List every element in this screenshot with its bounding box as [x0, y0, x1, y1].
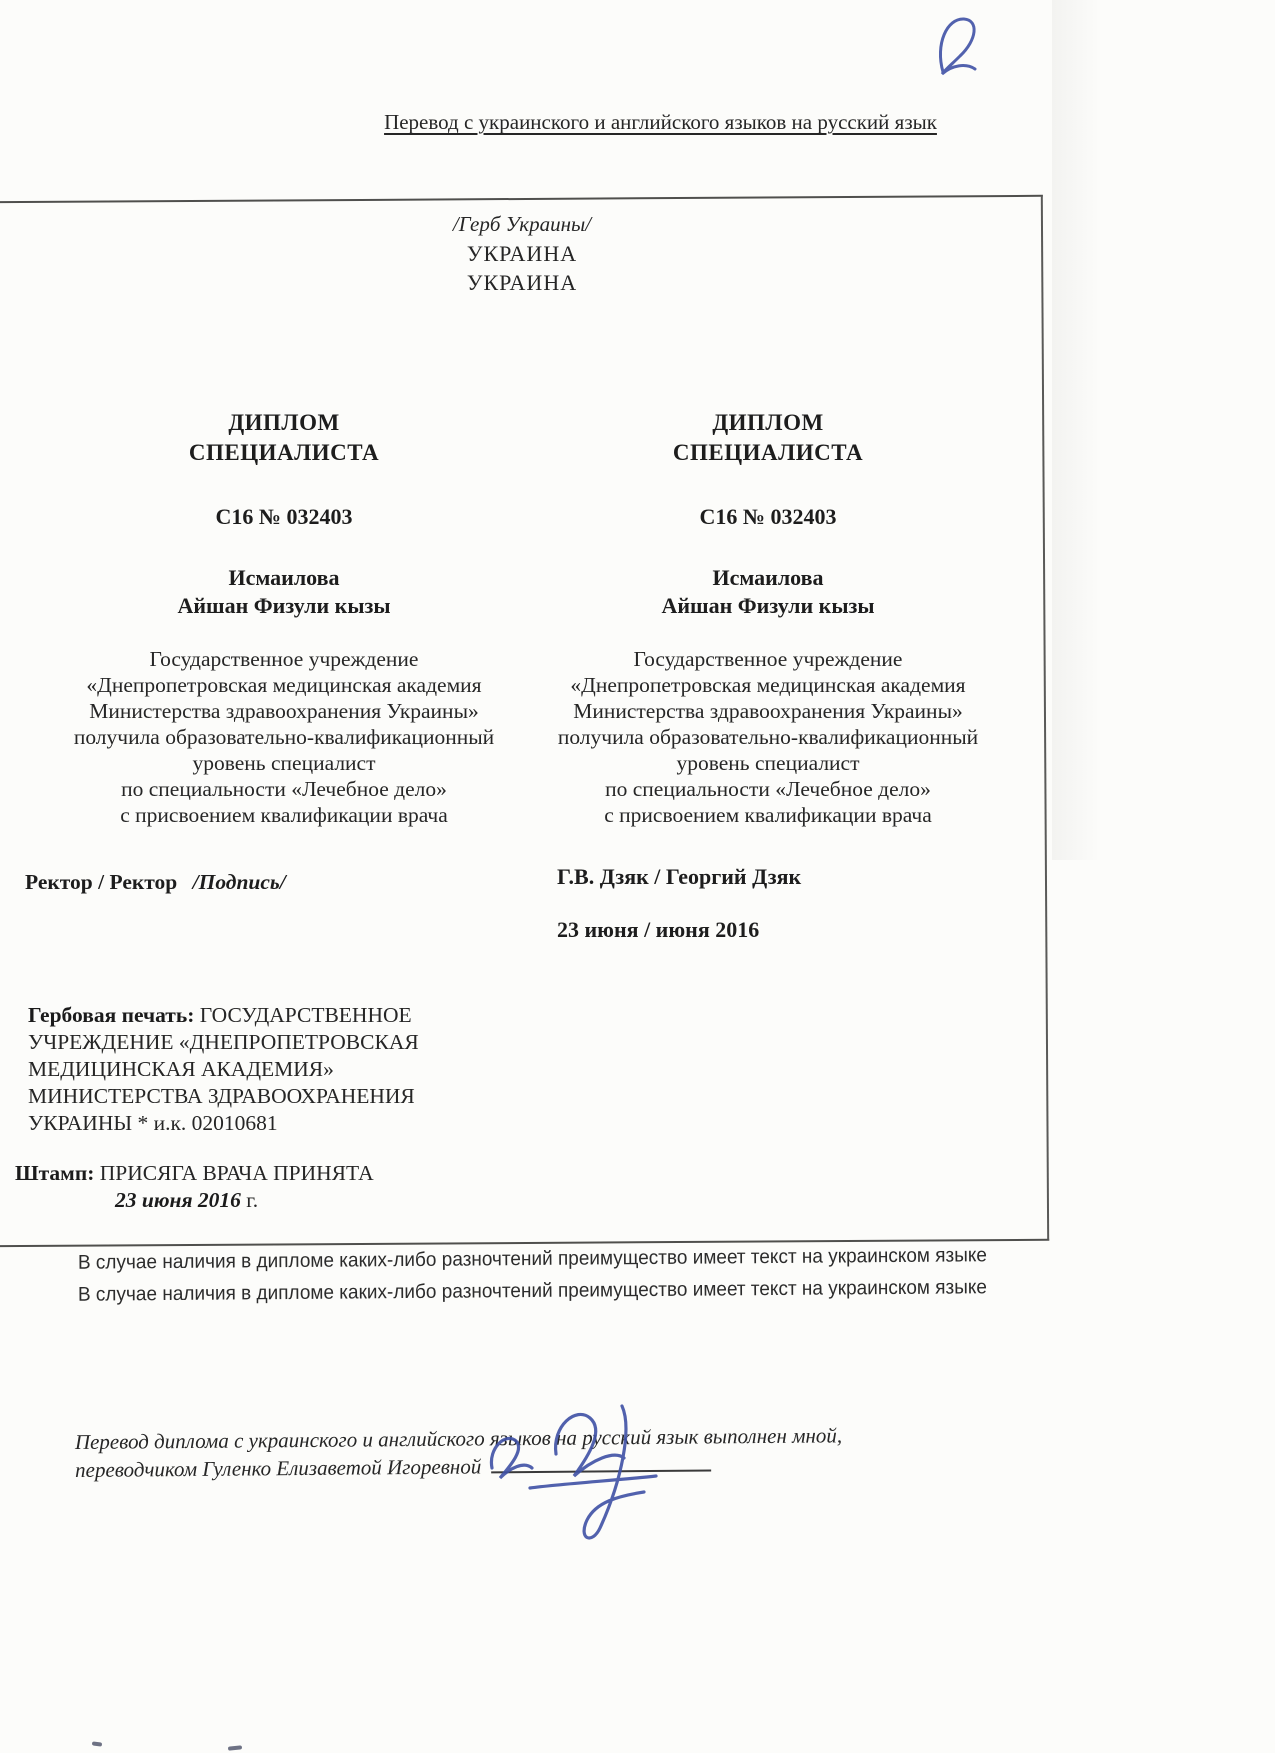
seal-note: Гербовая печать: ГОСУДАРСТВЕННОЕ УЧРЕЖДЕНИЕ «ДНЕПРОПЕТРОВСКАЯ МЕДИЦИНСКАЯ АКАДЕМИЯ» МИНИСТЕРСТВА ЗДРАВООХРАНЕНИЯ УКРАИНЫ * и.к. 02010681 — [28, 1003, 419, 1135]
rector-line — [25, 870, 286, 895]
translation-header — [0, 110, 1275, 135]
diploma-serial: С16 № 032403 — [215, 504, 353, 529]
stamp-label: Штамп: — [15, 1161, 95, 1185]
translator-note-line2: переводчиком Гуленко Елизаветой Игоревной — [75, 1448, 1025, 1484]
scan-speck — [228, 1745, 242, 1750]
country-name-line1: УКРАИНА — [466, 241, 578, 266]
diploma-column-left — [56, 408, 512, 828]
rector-label: Ректор / Ректор — [25, 870, 178, 894]
diploma-column-right — [540, 408, 996, 828]
handwritten-page-number — [928, 8, 990, 88]
signer-name: Г.В. Дзяк / Георгий Дзяк — [557, 864, 802, 889]
translator-note-line1: Перевод диплома с украинского и английского языков на русский язык выполнен мной, — [74, 1423, 843, 1455]
diploma-serial: С16 № 032403 — [699, 504, 837, 529]
stamp-note: Штамп: ПРИСЯГА ВРАЧА ПРИНЯТА 23 июня 2016 г. — [15, 1161, 374, 1212]
diploma-title: ДИПЛОМ СПЕЦИАЛИСТА — [188, 410, 380, 465]
arms-block — [0, 210, 1044, 297]
diploma-title: ДИПЛОМ СПЕЦИАЛИСТА — [672, 410, 864, 465]
translator-note — [75, 1420, 1025, 1484]
signature-rule — [491, 1455, 711, 1473]
country-name-line2: УКРАИНА — [466, 270, 578, 295]
translation-header-text: Перевод с украинского и английского языков на русский язык — [384, 110, 937, 134]
signature-placeholder-note: /Подпись/ — [192, 870, 286, 894]
disclaimer-line-2: В случае наличия в дипломе каких-либо разночтений преимущество имеет текст на украинском языке — [77, 1276, 987, 1306]
diploma-body: Государственное учреждение «Днепропетровская медицинская академия Министерства здравоохранения Украины» получила образовательно-квалификационный уровень специалист по специальности «Лечебное дело» с присвоением квалификации врача — [73, 647, 495, 827]
disclaimer-line-1: В случае наличия в дипломе каких-либо разночтений преимущество имеет текст на украинском языке — [77, 1244, 987, 1274]
coat-of-arms-note: /Герб Украины/ — [452, 212, 592, 236]
sign-date: 23 июня / июня 2016 — [557, 917, 760, 942]
seal-label: Гербовая печать: — [28, 1003, 195, 1027]
diploma-body: Государственное учреждение «Днепропетровская медицинская академия Министерства здравоохранения Украины» получила образовательно-квалификационный уровень специалист по специальности «Лечебное дело» с присвоением квалификации врача — [557, 647, 979, 827]
graduate-name: Исмаилова Айшан Физули кызы — [661, 565, 875, 618]
graduate-name: Исмаилова Айшан Физули кызы — [177, 565, 391, 618]
scan-speck — [92, 1741, 102, 1746]
stamp-date: 23 июня 2016 — [115, 1188, 241, 1212]
